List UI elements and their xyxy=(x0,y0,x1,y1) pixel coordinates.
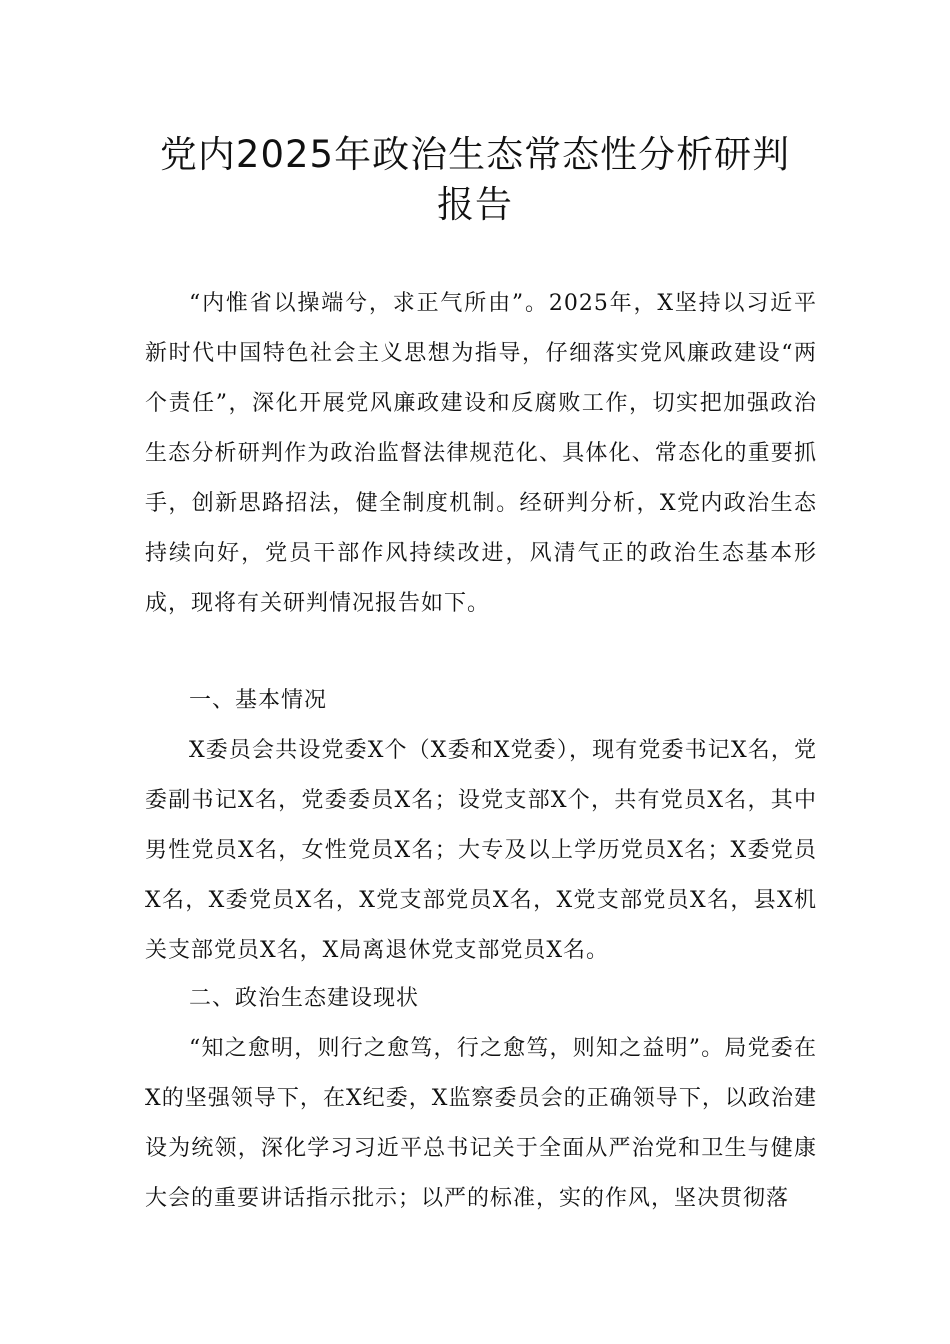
intro-paragraph: “内惟省以操端兮，求正气所由”。2025年，X坚持以习近平新时代中国特色社会主义思想为指导，仔细落实党风廉政建设“两个责任”，深化开展党风廉政建设和反腐败工作，切实把加强政治生态分析研判作为政治监督法律规范化、具体化、常态化的重要抓手，创新思路招法，健全制度机制。经研判分析，X党内政治生态持续向好，党员干部作风持续改进，风清气正的政治生态基本形成，现将有关研判情况报告如下。 xyxy=(145,291,817,616)
section-heading-political-ecology-status: 二、政治生态建设现状 xyxy=(189,986,420,1011)
document-title-continuation: 报告 xyxy=(437,183,513,226)
basic-situation-paragraph: X委员会共设党委X个（X委和X党委），现有党委书记X名，党委副书记X名，党委委员X名；设党支部X个，共有党员X名，其中男性党员X名，女性党员X名；大专及以上学历党员X名；X委党员X名，X委党员X名，X党支部党员X名，X党支部党员X名，县X机关支部党员X名，X局离退休党支部党员X名。 xyxy=(145,738,817,963)
document-title: 党内2025年政治生态常态性分析研判 xyxy=(159,133,791,176)
political-ecology-status-paragraph: “知之愈明，则行之愈笃，行之愈笃，则知之益明”。局党委在X的坚强领导下，在X纪委，X监察委员会的正确领导下，以政治建设为统领，深化学习习近平总书记关于全面从严治党和卫生与健康大会的重要讲话指示批示；以严的标准，实的作风，坚决贯彻落 xyxy=(145,1036,817,1211)
section-heading-basic-situation: 一、基本情况 xyxy=(189,688,328,713)
